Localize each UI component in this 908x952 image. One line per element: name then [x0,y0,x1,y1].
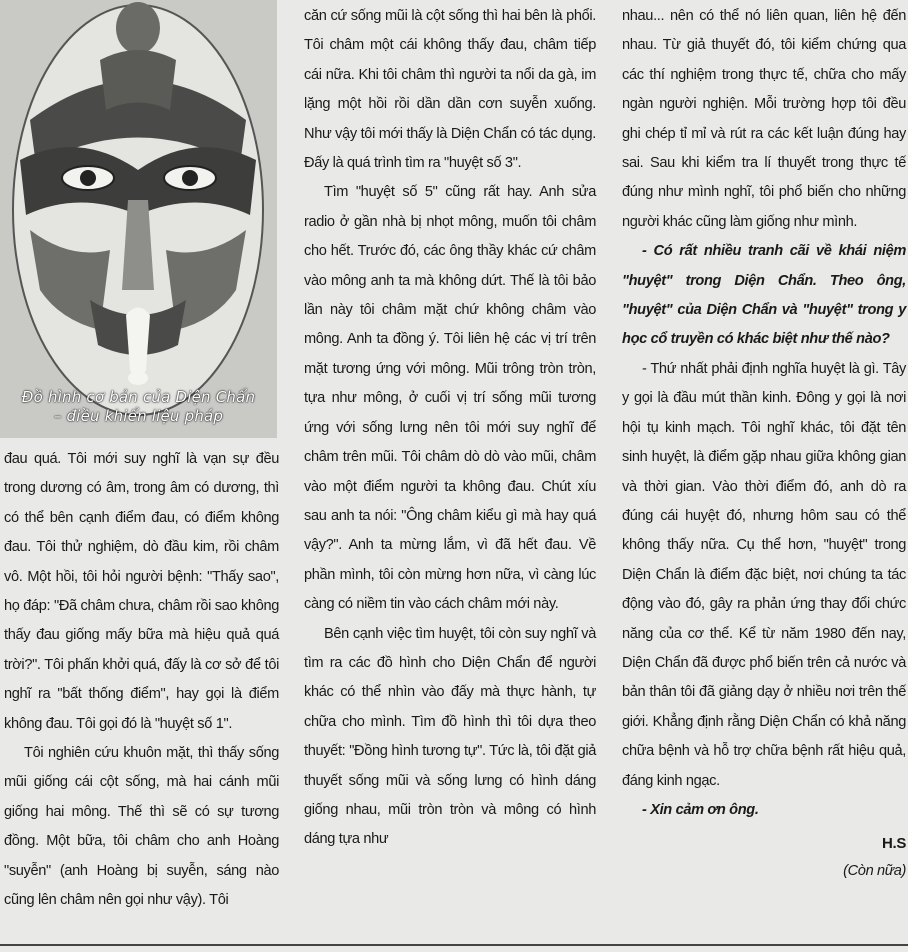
continued-note: (Còn nữa) [843,863,906,880]
face-map-illustration [0,0,277,438]
caption-line-2: – điều khiển liệu pháp [53,407,224,425]
figure-caption [6,388,271,426]
col3-paragraph-1: nhau... nên có thể nó liên quan, liên hệ đến nhau. Từ giả thuyết đó, tôi kiểm chứng qua các thí nghiệm trong thực tế, chữa cho mấy ngàn người nghiện. Mỗi trường hợp tôi đều ghi chép tỉ mỉ và rút ra các kết luận đúng hay sai. Sau khi kiểm tra lí thuyết trong thực tế đúng như mình nghĩ, tôi phổ biến cho những người khác cũng làm giống như mình. [622,8,906,230]
col1-paragraph-1: đau quá. Tôi mới suy nghĩ là vạn sự đều trong dương có âm, trong âm có dương, thì có thể bên cạnh điểm đau, có điểm không đau. Tôi thử nghiệm, dò đầu kim, rồi châm vô. Một hồi, tôi hỏi người bệnh: "Thấy sao", họ đáp: "Đã châm chưa, châm rồi sao không thấy đau giống mấy bữa mà hiệu quả quá trời?". Tôi phấn khởi quá, đấy là cơ sở để tôi nghĩ ra "bất thống điểm", hay gọi là điểm không đau. Tôi gọi đó là "huyệt số 1". [4,451,279,732]
bottom-rule [0,944,908,946]
col3-paragraph-2: - Thứ nhất phải định nghĩa huyệt là gì. Tây y gọi là đầu mút thần kinh. Đông y gọi là nơi hội tụ kinh mạch. Tôi nghĩ khác, tôi đặt tên sinh huyệt, là điểm gặp nhau giữa không gian và thời gian. Vào thời điểm đó, anh dò ra đúng cái huyệt đó, nhưng hôm sau có thể không thấy nữa. Cụ thể hơn, "huyệt" trong Diện Chẩn là điểm đặc biệt, nơi chúng ta tác động vào đó, gây ra phản ứng thay đổi chức năng của cơ thể. Kể từ năm 1980 đến nay, Diện Chẩn đã được phổ biến trên cả nước và bản thân tôi đã giảng dạy ở nhiều nơi trên thế giới. Khẳng định rằng Diện Chẩn có khả năng chữa bệnh và hỗ trợ chữa bệnh rất hiệu quả, đáng kinh ngạc. [622,360,906,789]
interview-thanks: - Xin cảm ơn ông. [642,801,759,818]
face-map-figure [0,0,277,438]
column-3 [622,2,906,884]
col1-paragraph-2: Tôi nghiên cứu khuôn mặt, thì thấy sống mũi giống cái cột sống, mà hai cánh mũi giống hai mông. Thế thì sẽ có sự tương đồng. Một bữa, tôi châm cho anh Hoàng "suyễn" (anh Hoàng bị suyễn, sáng nào cũng lên châm nên gọi như vậy). Tôi [4,745,279,909]
col2-paragraph-1: căn cứ sống mũi là cột sống thì hai bên là phổi. Tôi châm một cái không thấy đau, châm tiếp cái nữa. Khi tôi châm thì người ta nổi da gà, im lặng một hồi rồi dần dần cơn suyễn xuống. Như vậy tôi mới thấy là Diện Chẩn có tác dụng. Đấy là quá trình tìm ra "huyệt số 3". [304,8,596,172]
interview-question: - Có rất nhiều tranh cãi về khái niệm "huyệt" trong Diện Chẩn. Theo ông, "huyệt" của Diện Chẩn và "huyệt" trong y học cổ truyền có khác biệt như thế nào? [622,243,906,348]
col2-paragraph-3: Bên cạnh việc tìm huyệt, tôi còn suy nghĩ và tìm ra các đồ hình cho Diện Chẩn để người khác có thể nhìn vào đấy mà thực hành, tự chữa cho mình. Tìm đồ hình thì tôi dựa theo thuyết: "Đồng hình tương tự". Tức là, tôi đặt giả thuyết sống mũi và sống lưng có hình dáng giống nhau, mũi tròn tròn và mông có hình dáng tựa như [304,625,596,848]
author-signature: H.S [882,835,906,853]
column-1 [4,445,279,916]
col2-paragraph-2: Tìm "huyệt số 5" cũng rất hay. Anh sửa radio ở gần nhà bị nhọt mông, muốn tôi châm cho hết. Trước đó, các ông thầy khác cứ châm vào mông anh ta mà không dứt. Thế là tôi bảo lần này tôi châm mặt chứ không châm vào mông. Anh ta đồng ý. Tôi liên hệ các vị trí trên mặt tương ứng với mông. Mũi trông tròn tròn, tựa như mông, ở cuối vị trí sống mũi tương ứng với sống lưng nên tôi mới suy nghĩ để châm trên mũi. Tôi châm dò dò vào mũi, châm vào một điểm người ta không đau. Chút xíu sau anh ta nói: "Ông châm kiểu gì mà hay quá vậy?". Anh ta mừng lắm, vì đã hết đau. Về phần mình, tôi còn mừng hơn nữa, vì càng lúc càng có niềm tin vào cách châm mới này. [304,184,596,613]
caption-line-1: Đồ hình cơ bản của Diện Chẩn [21,388,256,406]
column-2 [304,2,596,855]
